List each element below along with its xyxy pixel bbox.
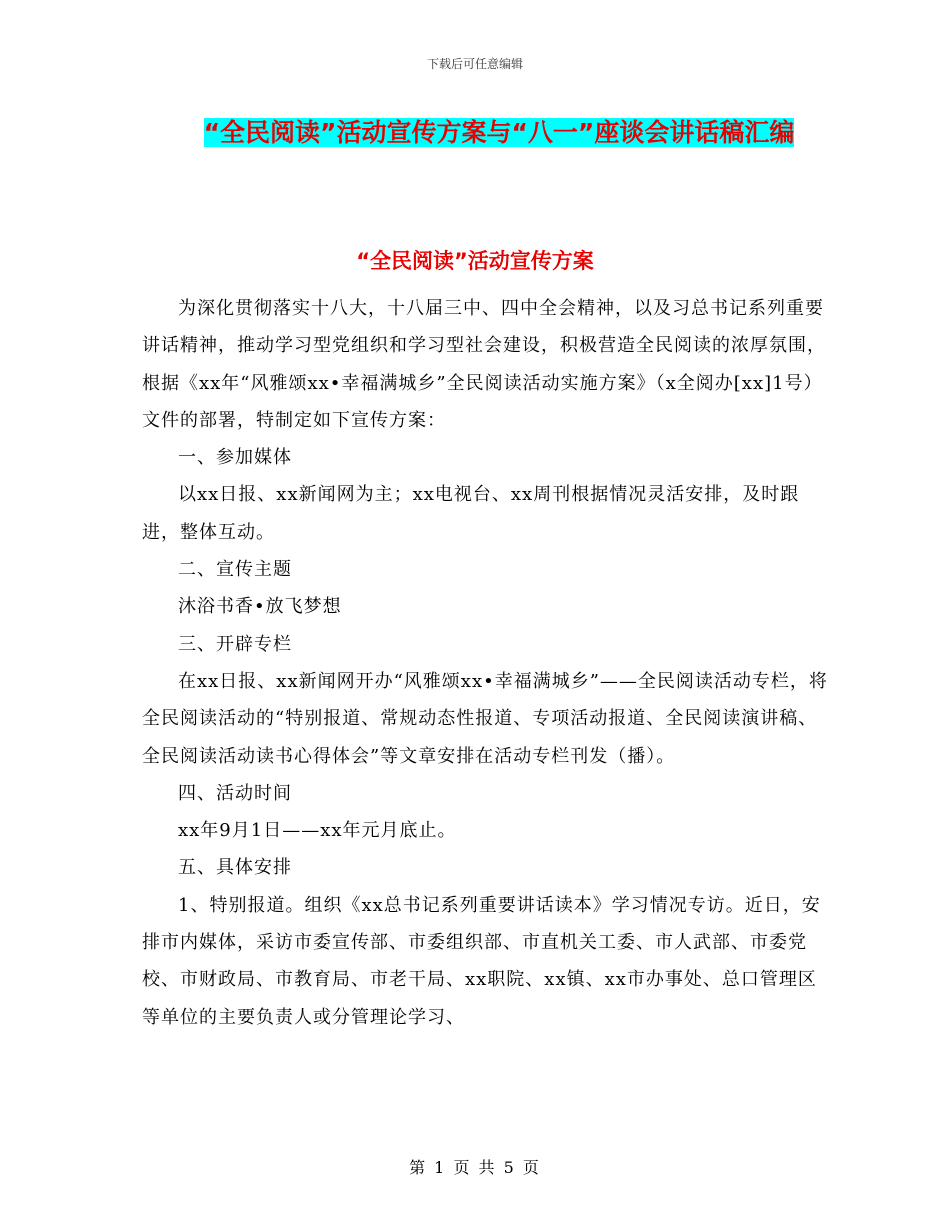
paragraph: 一、参加媒体 (178, 447, 292, 469)
paragraph: 为深化贯彻落实十八大，十八届三中、四中全会精神，以及习总书记系列重要讲话精神，推动学习型党组织和学习型社会建设，积极营造全民阅读的浓厚氛围，根据《xx年“风雅颂xx•幸福满城乡”全民阅读活动实施方案》（x全阅办[xx]1号）文件的部署，特制定如下宣传方案： (142, 298, 826, 431)
paragraph: 四、活动时间 (178, 782, 292, 804)
paragraph: 1、特别报道。组织《xx总书记系列重要讲话读本》学习情况专访。近日，安排市内媒体，采访市委宣传部、市委组织部、市直机关工委、市人武部、市委党校、市财政局、市教育局、市老干局、xx职院、xx镇、xx市办事处、总口管理区等单位的主要负责人或分管理论学习、 (142, 894, 821, 1028)
document-body (142, 290, 832, 1036)
document-title (196, 110, 802, 156)
page-footer: 第 1 页 共 5 页 (409, 1158, 541, 1177)
paragraph: xx年9月1日——xx年元月底止。 (178, 820, 457, 842)
section-title: “全民阅读”活动宣传方案 (356, 249, 594, 273)
header-note: 下载后可任意编辑 (426, 57, 523, 71)
paragraph: 二、宣传主题 (178, 559, 292, 581)
paragraph: 三、开辟专栏 (178, 633, 292, 655)
document-title-text: “全民阅读”活动宣传方案与“八一”座谈会讲话稿汇编 (203, 118, 795, 147)
paragraph: 以xx日报、xx新闻网为主；xx电视台、xx周刊根据情况灵活安排，及时跟进，整体互动。 (142, 484, 800, 543)
paragraph: 沐浴书香•放飞梦想 (178, 596, 342, 618)
paragraph: 在xx日报、xx新闻网开办“风雅颂xx•幸福满城乡”——全民阅读活动专栏，将全民阅读活动的“特别报道、常规动态性报道、专项活动报道、全民阅读演讲稿、全民阅读活动读书心得体会”等文章安排在活动专栏刊发（播）。 (142, 670, 828, 767)
paragraph: 五、具体安排 (178, 857, 292, 879)
